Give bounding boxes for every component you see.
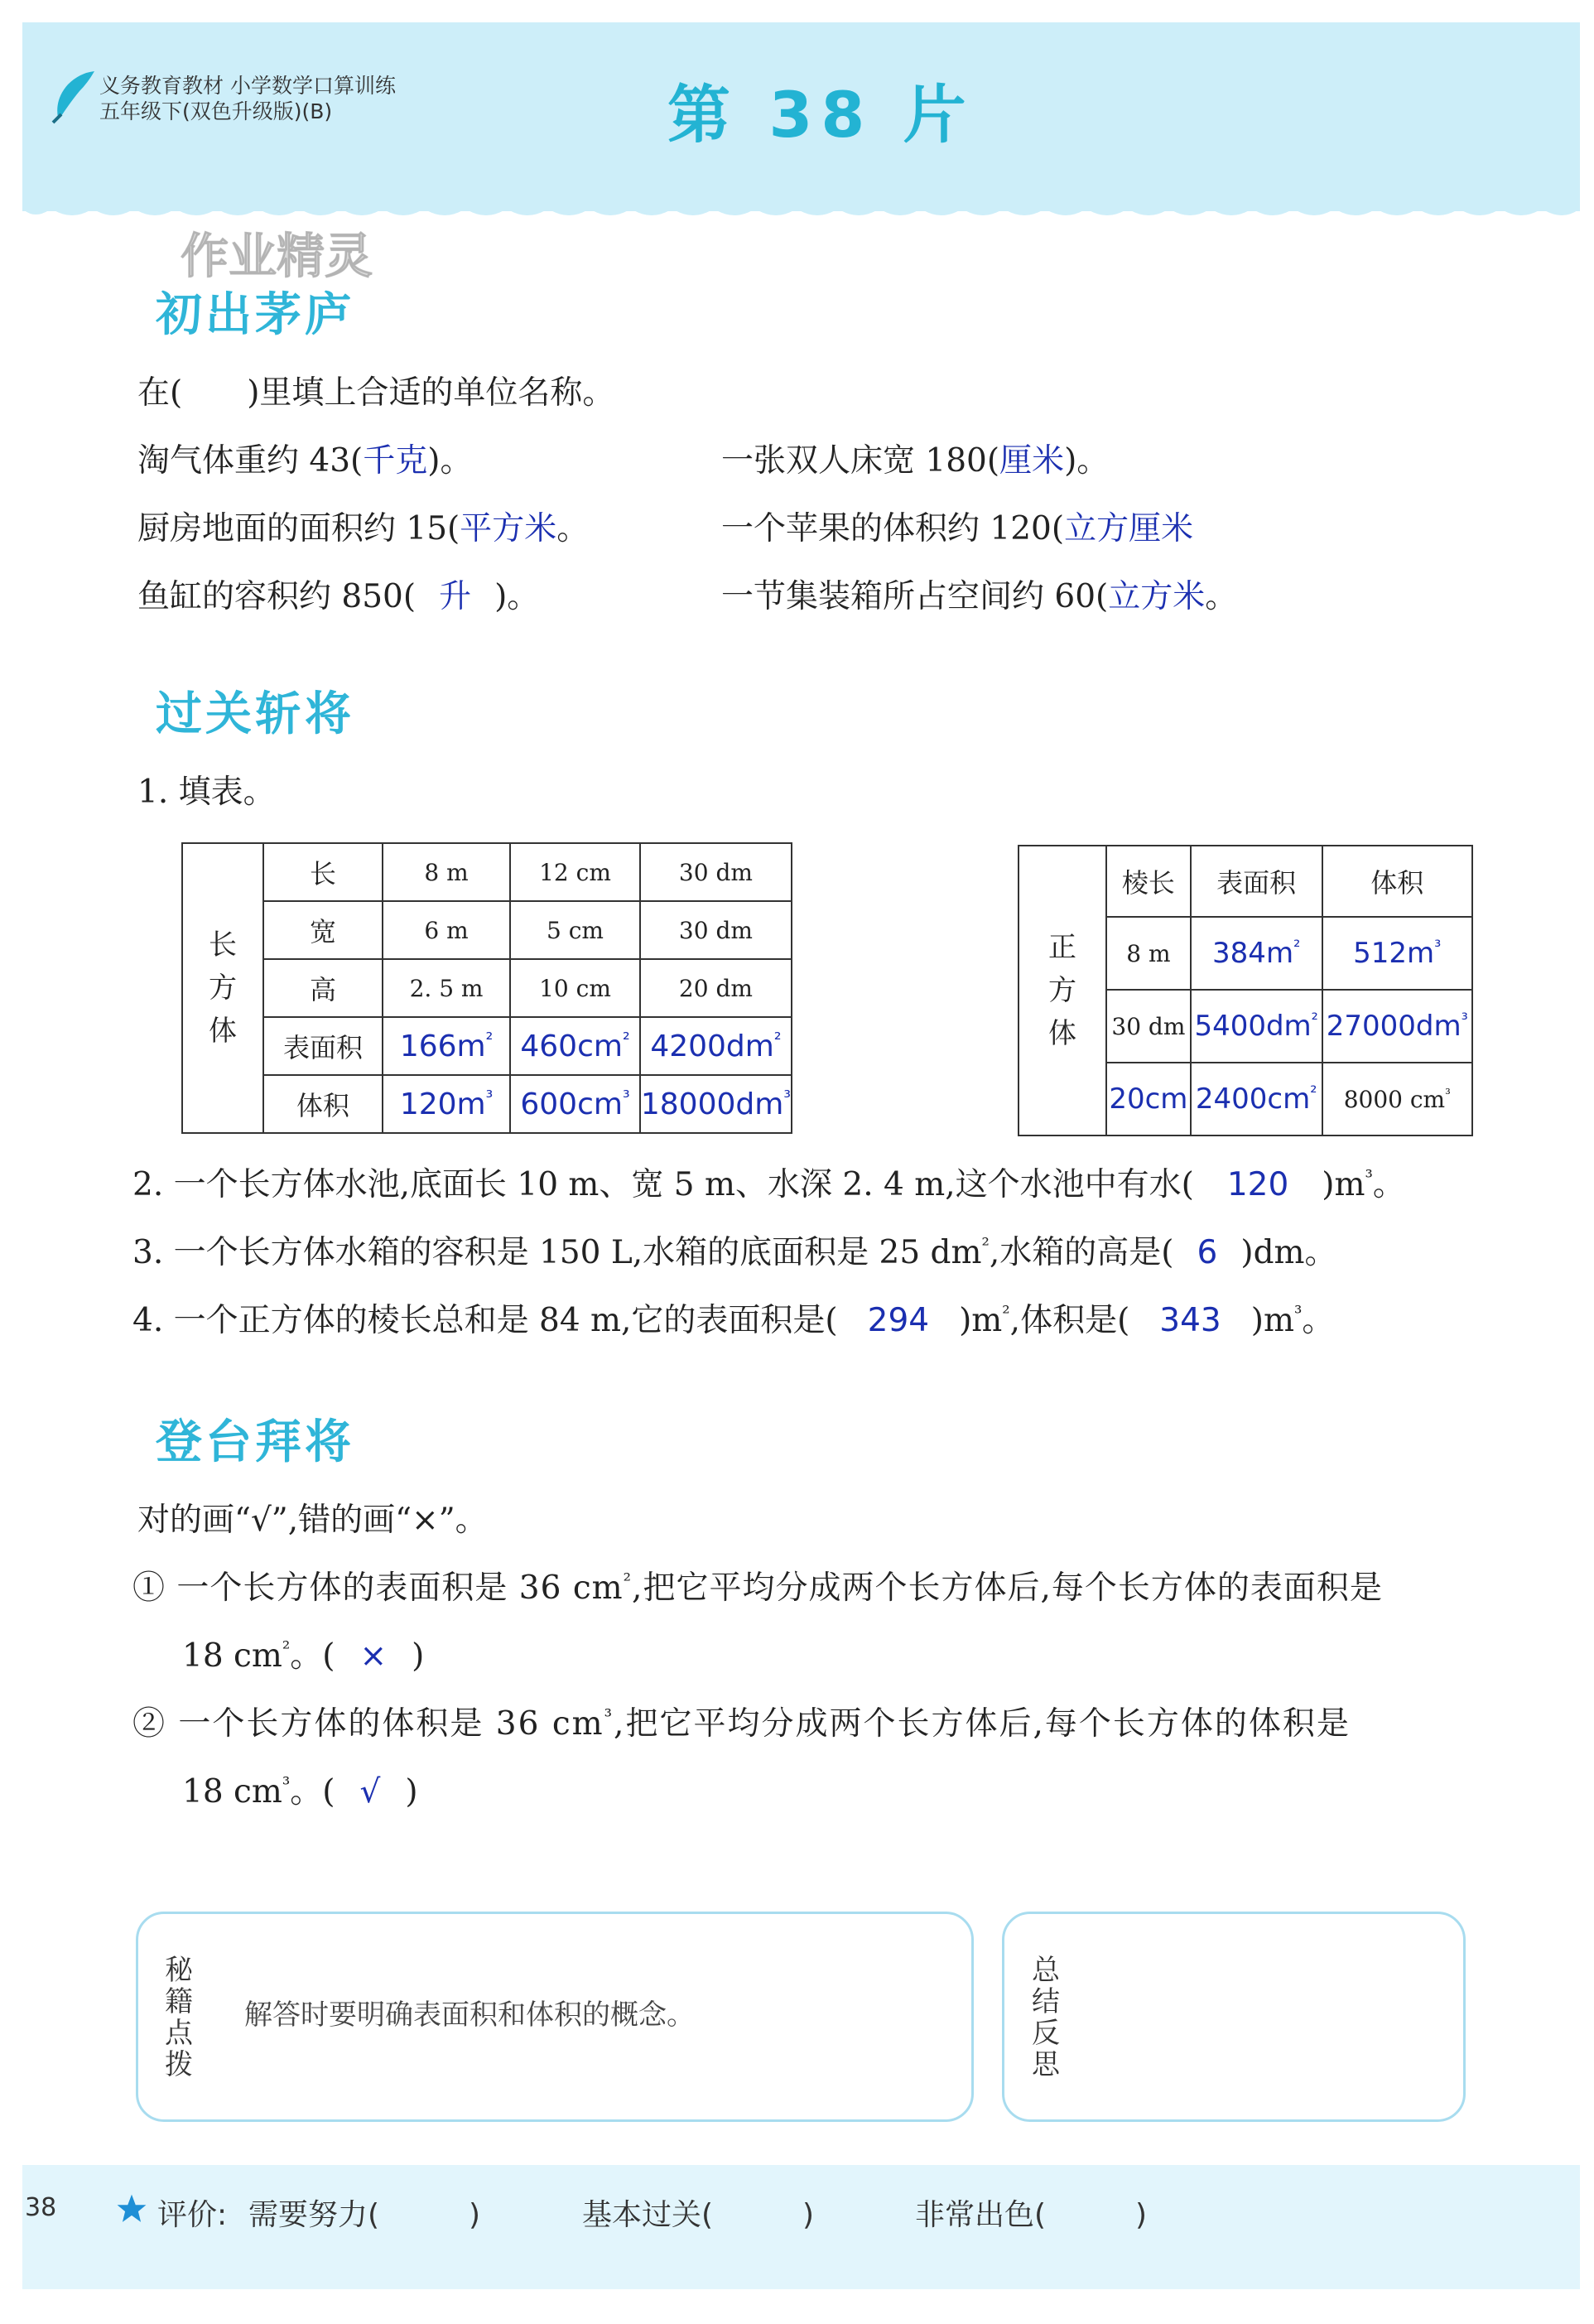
fill-item-answer: 平方米 [460, 510, 557, 547]
cuboid-answer-cell: $166m^{^2}$ [383, 1017, 510, 1075]
cuboid-answer-cell: $600cm^{^3}$ [510, 1075, 640, 1133]
cuboid-row [182, 843, 792, 901]
cube-answer-cell: $384m^{^2}$ [1191, 917, 1322, 990]
tips-label-char: 籍 [165, 1985, 193, 2018]
cuboid-cell: 30 dm [640, 901, 792, 959]
cuboid-cell: 10 cm [510, 959, 640, 1017]
cube-answer-cell: $2400cm^{^2}$ [1191, 1063, 1322, 1135]
judge-item-2-line1: ② 一个长方体的体积是 36 $cm^{^3}$,把它平均分成两个长方体后,每个长方体的体积是 [132, 1704, 1351, 1743]
cube-cell: 8000 $cm^{^3}$ [1322, 1063, 1472, 1135]
question-text: )dm。 [1240, 1234, 1337, 1271]
cuboid-answer-cell: $460cm^{^2}$ [510, 1017, 640, 1075]
fill-item-answer: 立方厘米 [1064, 510, 1194, 547]
question-answer: 294 [867, 1302, 930, 1339]
judge-text: 18 $cm^{^2}$。( [182, 1637, 335, 1675]
section-title-3: 登台拜将 [156, 1415, 354, 1469]
eval-option-1[interactable]: 需要努力( ) [248, 2198, 481, 2232]
fill-item-text: 一张双人床宽 180( [721, 442, 1000, 480]
series-line2: 五年级下(双色升级版)(B) [99, 99, 333, 123]
fill-item-text: )。 [494, 578, 540, 615]
cuboid-row [182, 1017, 792, 1075]
reflection-label-char: 结 [1032, 1985, 1060, 2018]
section-title-2: 过关斩将 [156, 687, 354, 741]
cube-header-row [1019, 846, 1472, 917]
cuboid-cell: 2. 5 m [383, 959, 510, 1017]
cube-answer-cell: $27000dm^{^3}$ [1322, 990, 1472, 1063]
fill-item-answer: 立方米 [1108, 578, 1206, 615]
judge-text: ) [405, 1773, 418, 1811]
side-label-char: 方 [208, 972, 237, 1005]
cube-side-label [1019, 846, 1106, 1135]
fill-item-text: )。 [427, 442, 473, 480]
side-label-char: 正 [1048, 931, 1076, 964]
cuboid-answer-cell: $120m^{^3}$ [383, 1075, 510, 1133]
fill-item-6 [721, 577, 1237, 617]
fill-item-answer: 厘米 [999, 442, 1065, 480]
fill-item-text: 厨房地面的面积约 15( [137, 510, 460, 547]
cuboid-row-label: 宽 [263, 901, 383, 959]
cuboid-table [181, 842, 792, 1134]
question-text: 4. 一个正方体的棱长总和是 84 m,它的表面积是( [132, 1302, 838, 1339]
fill-item-4 [721, 509, 1193, 549]
question-text: 3. 一个长方体水箱的容积是 150 L,水箱的底面积是 25 $dm^{^2}$,水箱的高是( [132, 1233, 1174, 1271]
tips-label-char: 拨 [165, 2048, 193, 2081]
eval-option-3[interactable]: 非常出色( ) [915, 2198, 1148, 2232]
cube-cell: 8 m [1106, 917, 1191, 990]
page-title: 第 38 片 [667, 78, 975, 152]
reflection-label-char: 总 [1032, 1954, 1060, 1987]
cuboid-cell: 8 m [383, 843, 510, 901]
tips-label [162, 1955, 195, 2081]
instruction-1: 在( )里填上合适的单位名称。 [137, 374, 615, 412]
question-4 [132, 1301, 1334, 1341]
eval-label: 评价: [157, 2198, 228, 2232]
fill-item-text: 淘气体重约 43( [137, 442, 364, 480]
reflection-label [1029, 1955, 1062, 2081]
judge-answer: √ [359, 1773, 381, 1811]
judge-item-1-line1: ① 一个长方体的表面积是 36 $cm^{^2}$,把它平均分成两个长方体后,每个长方体的表面积是 [132, 1569, 1383, 1607]
cuboid-row-label: 体积 [263, 1075, 383, 1133]
cuboid-row-label: 长 [263, 843, 383, 901]
reflection-box [1002, 1912, 1466, 2122]
side-label-char: 方 [1048, 974, 1076, 1007]
cuboid-row [182, 959, 792, 1017]
question-text: )$m^{^3}$。 [1250, 1301, 1335, 1339]
judge-text: 18 $cm^{^3}$。( [182, 1772, 335, 1811]
question-answer: 6 [1197, 1234, 1218, 1271]
fill-item-5 [137, 577, 539, 617]
reflection-label-char: 反 [1032, 2017, 1060, 2050]
side-label-char: 体 [1048, 1017, 1076, 1050]
question-2 [132, 1165, 1405, 1205]
question-text: )$m^{^3}$。 [1322, 1165, 1405, 1203]
judge-item-1-line2 [182, 1637, 424, 1676]
eval-option-2[interactable]: 基本过关( ) [582, 2198, 815, 2232]
cube-header-cell: 表面积 [1191, 846, 1322, 917]
cuboid-row [182, 901, 792, 959]
cuboid-cell: 30 dm [640, 843, 792, 901]
fill-item-answer: 千克 [363, 442, 428, 480]
cuboid-row-label: 表面积 [263, 1017, 383, 1075]
cuboid-cell: 6 m [383, 901, 510, 959]
fill-item-text: 鱼缸的容积约 850( [137, 578, 417, 615]
fill-item-2 [721, 441, 1109, 481]
pen-logo-icon [50, 66, 99, 124]
question-3 [132, 1233, 1337, 1273]
question-1: 1. 填表。 [137, 774, 276, 811]
cube-answer-cell: $5400dm^{^2}$ [1191, 990, 1322, 1063]
judge-item-2-line2 [182, 1772, 418, 1812]
fill-item-text: 。 [1205, 578, 1238, 615]
fill-item-text: 一个苹果的体积约 120( [721, 510, 1065, 547]
cube-cell: 30 dm [1106, 990, 1191, 1063]
cube-table [1018, 845, 1473, 1136]
instruction-3: 对的画“√”,错的画“×”。 [137, 1502, 488, 1539]
cube-answer-cell: $512m^{^3}$ [1322, 917, 1472, 990]
series-line1: 义务教育教材 小学数学口算训练 [99, 74, 396, 98]
cube-answer-cell: 20cm [1106, 1063, 1191, 1135]
cuboid-cell: 12 cm [510, 843, 640, 901]
fill-item-text: )。 [1064, 442, 1110, 480]
cuboid-cell: 5 cm [510, 901, 640, 959]
judge-text: ) [412, 1637, 425, 1675]
question-answer: 120 [1226, 1166, 1289, 1203]
fill-item-text: 。 [556, 510, 590, 547]
fill-item-answer: 升 [439, 578, 472, 615]
watermark: 作业精灵 [181, 228, 373, 284]
fill-item-text: 一节集装箱所占空间约 60( [721, 578, 1109, 615]
tips-text: 解答时要明确表面积和体积的概念。 [244, 1999, 695, 2032]
star-icon [116, 2193, 147, 2225]
cuboid-cell: 20 dm [640, 959, 792, 1017]
judge-answer: × [359, 1637, 388, 1675]
fill-item-3 [137, 509, 589, 549]
fill-item-1 [137, 441, 472, 481]
page-number: 38 [25, 2193, 57, 2222]
question-answer: 343 [1159, 1302, 1221, 1339]
cube-header-cell: 体积 [1322, 846, 1472, 917]
cuboid-row [182, 1075, 792, 1133]
question-text: 2. 一个长方体水池,底面长 10 m、宽 5 m、水深 2. 4 m,这个水池中有水( [132, 1166, 1194, 1203]
question-text: )$m^{^2}$,体积是( [959, 1301, 1130, 1339]
side-label-char: 体 [208, 1015, 237, 1048]
tips-label-char: 点 [165, 2017, 193, 2050]
reflection-label-char: 思 [1032, 2048, 1060, 2081]
cuboid-answer-cell: $4200dm^{^2}$ [640, 1017, 792, 1075]
cube-header-cell: 棱长 [1106, 846, 1191, 917]
tips-label-char: 秘 [165, 1954, 193, 1987]
section-title-1: 初出茅庐 [156, 288, 354, 342]
series-title [99, 73, 396, 124]
cuboid-row-label: 高 [263, 959, 383, 1017]
cuboid-side-label [182, 843, 263, 1133]
cuboid-answer-cell: $18000dm^{^3}$ [640, 1075, 792, 1133]
side-label-char: 长 [208, 928, 237, 962]
